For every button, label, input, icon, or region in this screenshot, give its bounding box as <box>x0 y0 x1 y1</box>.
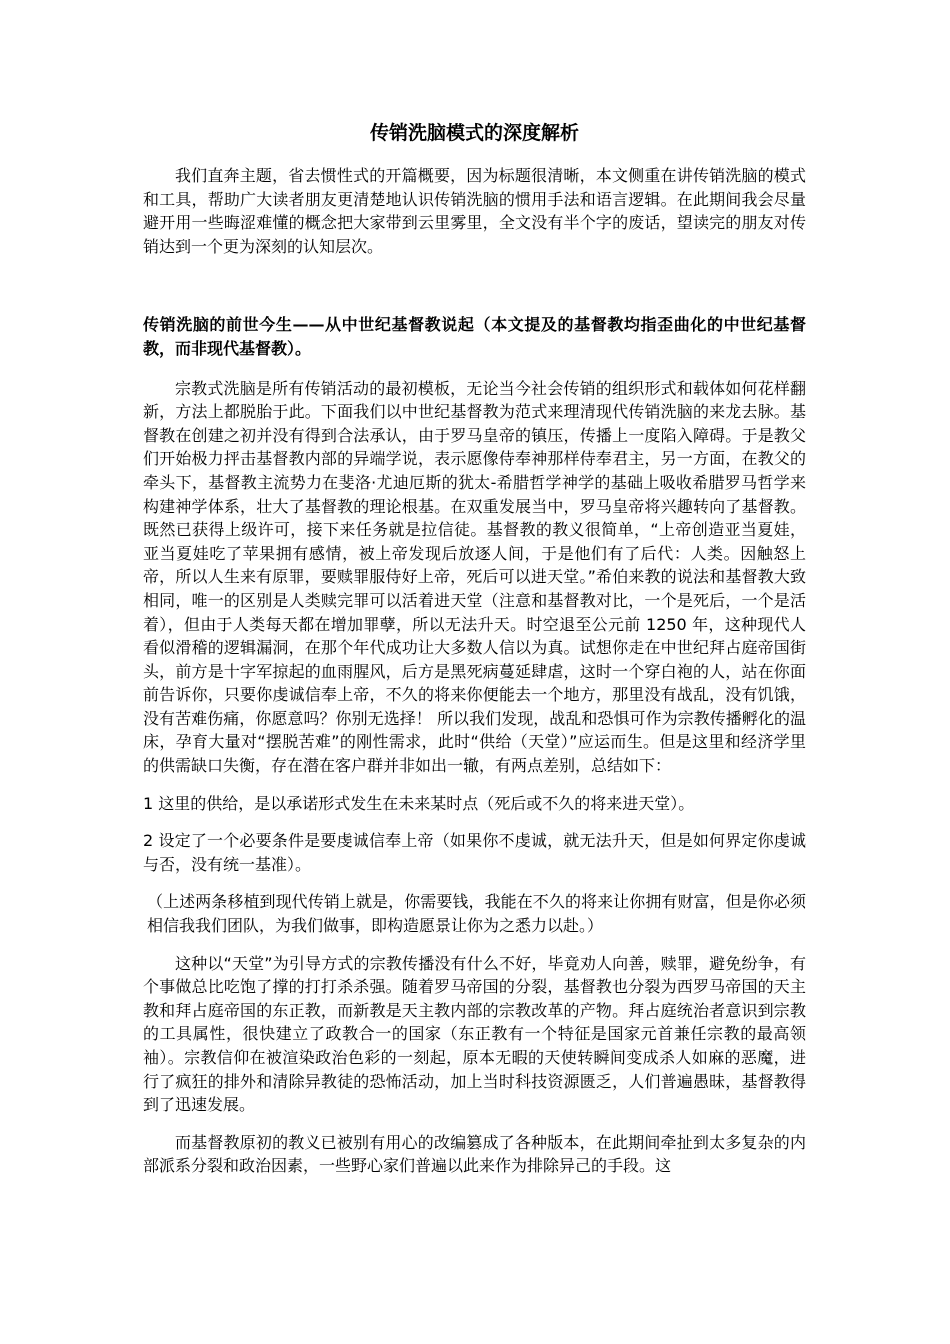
body-paragraph-2: 这种以“天堂”为引导方式的宗教传播没有什么不好，毕竟劝人向善，赎罪，避免纷争，有个事做总比吃饱了撑的打打杀杀强。随着罗马帝国的分裂，基督教也分裂为西罗马帝国的天主教和拜占庭帝国的东正教，而新教是天主教内部的宗教改革的产物。拜占庭统治者意识到宗教的工具属性，很快建立了政教合一的国家（东正教有一个特征是国家元首兼任宗教的最高领袖）。宗教信仰在被渲染政治色彩的一刻起，原本无暇的天使转瞬间变成杀人如麻的恶魔，进行了疯狂的排外和清除异教徒的恐怖活动，加上当时科技资源匮乏，人们普遍愚昧，基督教得到了迅速发展。 <box>143 953 806 1115</box>
body-paragraph-3: 而基督教原初的教义已被别有用心的改编篡成了各种版本，在此期间牵扯到太多复杂的内部派系分裂和政治因素，一些野心家们普遍以此来作为排除异己的手段。这 <box>143 1132 806 1176</box>
body-paragraph-1: 宗教式洗脑是所有传销活动的最初模板，无论当今社会传销的组织形式和载体如何花样翻新，方法上都脱胎于此。下面我们以中世纪基督教为范式来理清现代传销洗脑的来龙去脉。基督教在创建之初并没有得到合法承认，由于罗马皇帝的镇压，传播上一度陷入障碍。于是教父们开始极力抨击基督教内部的异端学说，表示愿像侍奉神那样侍奉君主，另一方面，在教父的牵头下，基督教主流势力在斐洛·尤迪厄斯的犹太-希腊哲学神学的基础上吸收希腊罗马哲学来构建神学体系，壮大了基督教的理论根基。在双重发展当中，罗马皇帝将兴趣转向了基督教。既然已获得上级许可，接下来任务就是拉信徒。基督教的教义很简单，“上帝创造亚当夏娃，亚当夏娃吃了苹果拥有感情，被上帝发现后放逐人间，于是他们有了后代：人类。因触怒上帝，所以人生来有原罪，要赎罪服侍好上帝，死后可以进天堂。”希伯来教的说法和基督教大致相同，唯一的区别是人类赎完罪可以活着进天堂（注意和基督教对比，一个是死后，一个是活着），但由于人类每天都在增加罪孽，所以无法升天。时空退至公元前 1250 年，这种现代人看似滑稽的逻辑漏洞，在那个年代成功让大多数人信以为真。试想你走在中世纪拜占庭帝国街头，前方是十字军掠起的血雨腥风，后方是黑死病蔓延肆虐，这时一个穿白袍的人，站在你面前告诉你，只要你虔诚信奉上帝，不久的将来你便能去一个地方，那里没有战乱，没有饥饿，没有苦难伤痛，你愿意吗？你别无选择！ 所以我们发现，战乱和恐惧可作为宗教传播孵化的温床，孕育大量对“摆脱苦难”的刚性需求，此时“供给（天堂）”应运而生。但是这里和经济学里的供需缺口失衡，存在潜在客户群并非如出一辙，有两点差别，总结如下： <box>143 378 806 776</box>
document-title: 传销洗脑模式的深度解析 <box>369 122 579 144</box>
list-item-point-1: 1 这里的供给，是以承诺形式发生在未来某时点（死后或不久的将来进天堂）。 <box>143 793 695 813</box>
note-paragraph: （上述两条移植到现代传销上就是，你需要钱，我能在不久的将来让你拥有财富，但是你必须相信我我们团队，为我们做事，即构造愿景让你为之悉力以赴。） <box>147 892 806 936</box>
document-body <box>143 116 806 1178</box>
section-heading: 传销洗脑的前世今生——从中世纪基督教说起（本文提及的基督教均指歪曲化的中世纪基督教，而非现代基督教）。 <box>143 315 806 358</box>
list-item-point-2: 2 设定了一个必要条件是要虔诚信奉上帝（如果你不虔诚，就无法升天，但是如何界定你虔诚与否，没有统一基准）。 <box>143 831 806 874</box>
intro-paragraph: 我们直奔主题，省去惯性式的开篇概要，因为标题很清晰，本文侧重在讲传销洗脑的模式和工具，帮助广大读者朋友更清楚地认识传销洗脑的惯用手法和语言逻辑。在此期间我会尽量避开用一些晦涩难懂的概念把大家带到云里雾里，全文没有半个字的废话，望读完的朋友对传销达到一个更为深刻的认知层次。 <box>143 166 806 256</box>
